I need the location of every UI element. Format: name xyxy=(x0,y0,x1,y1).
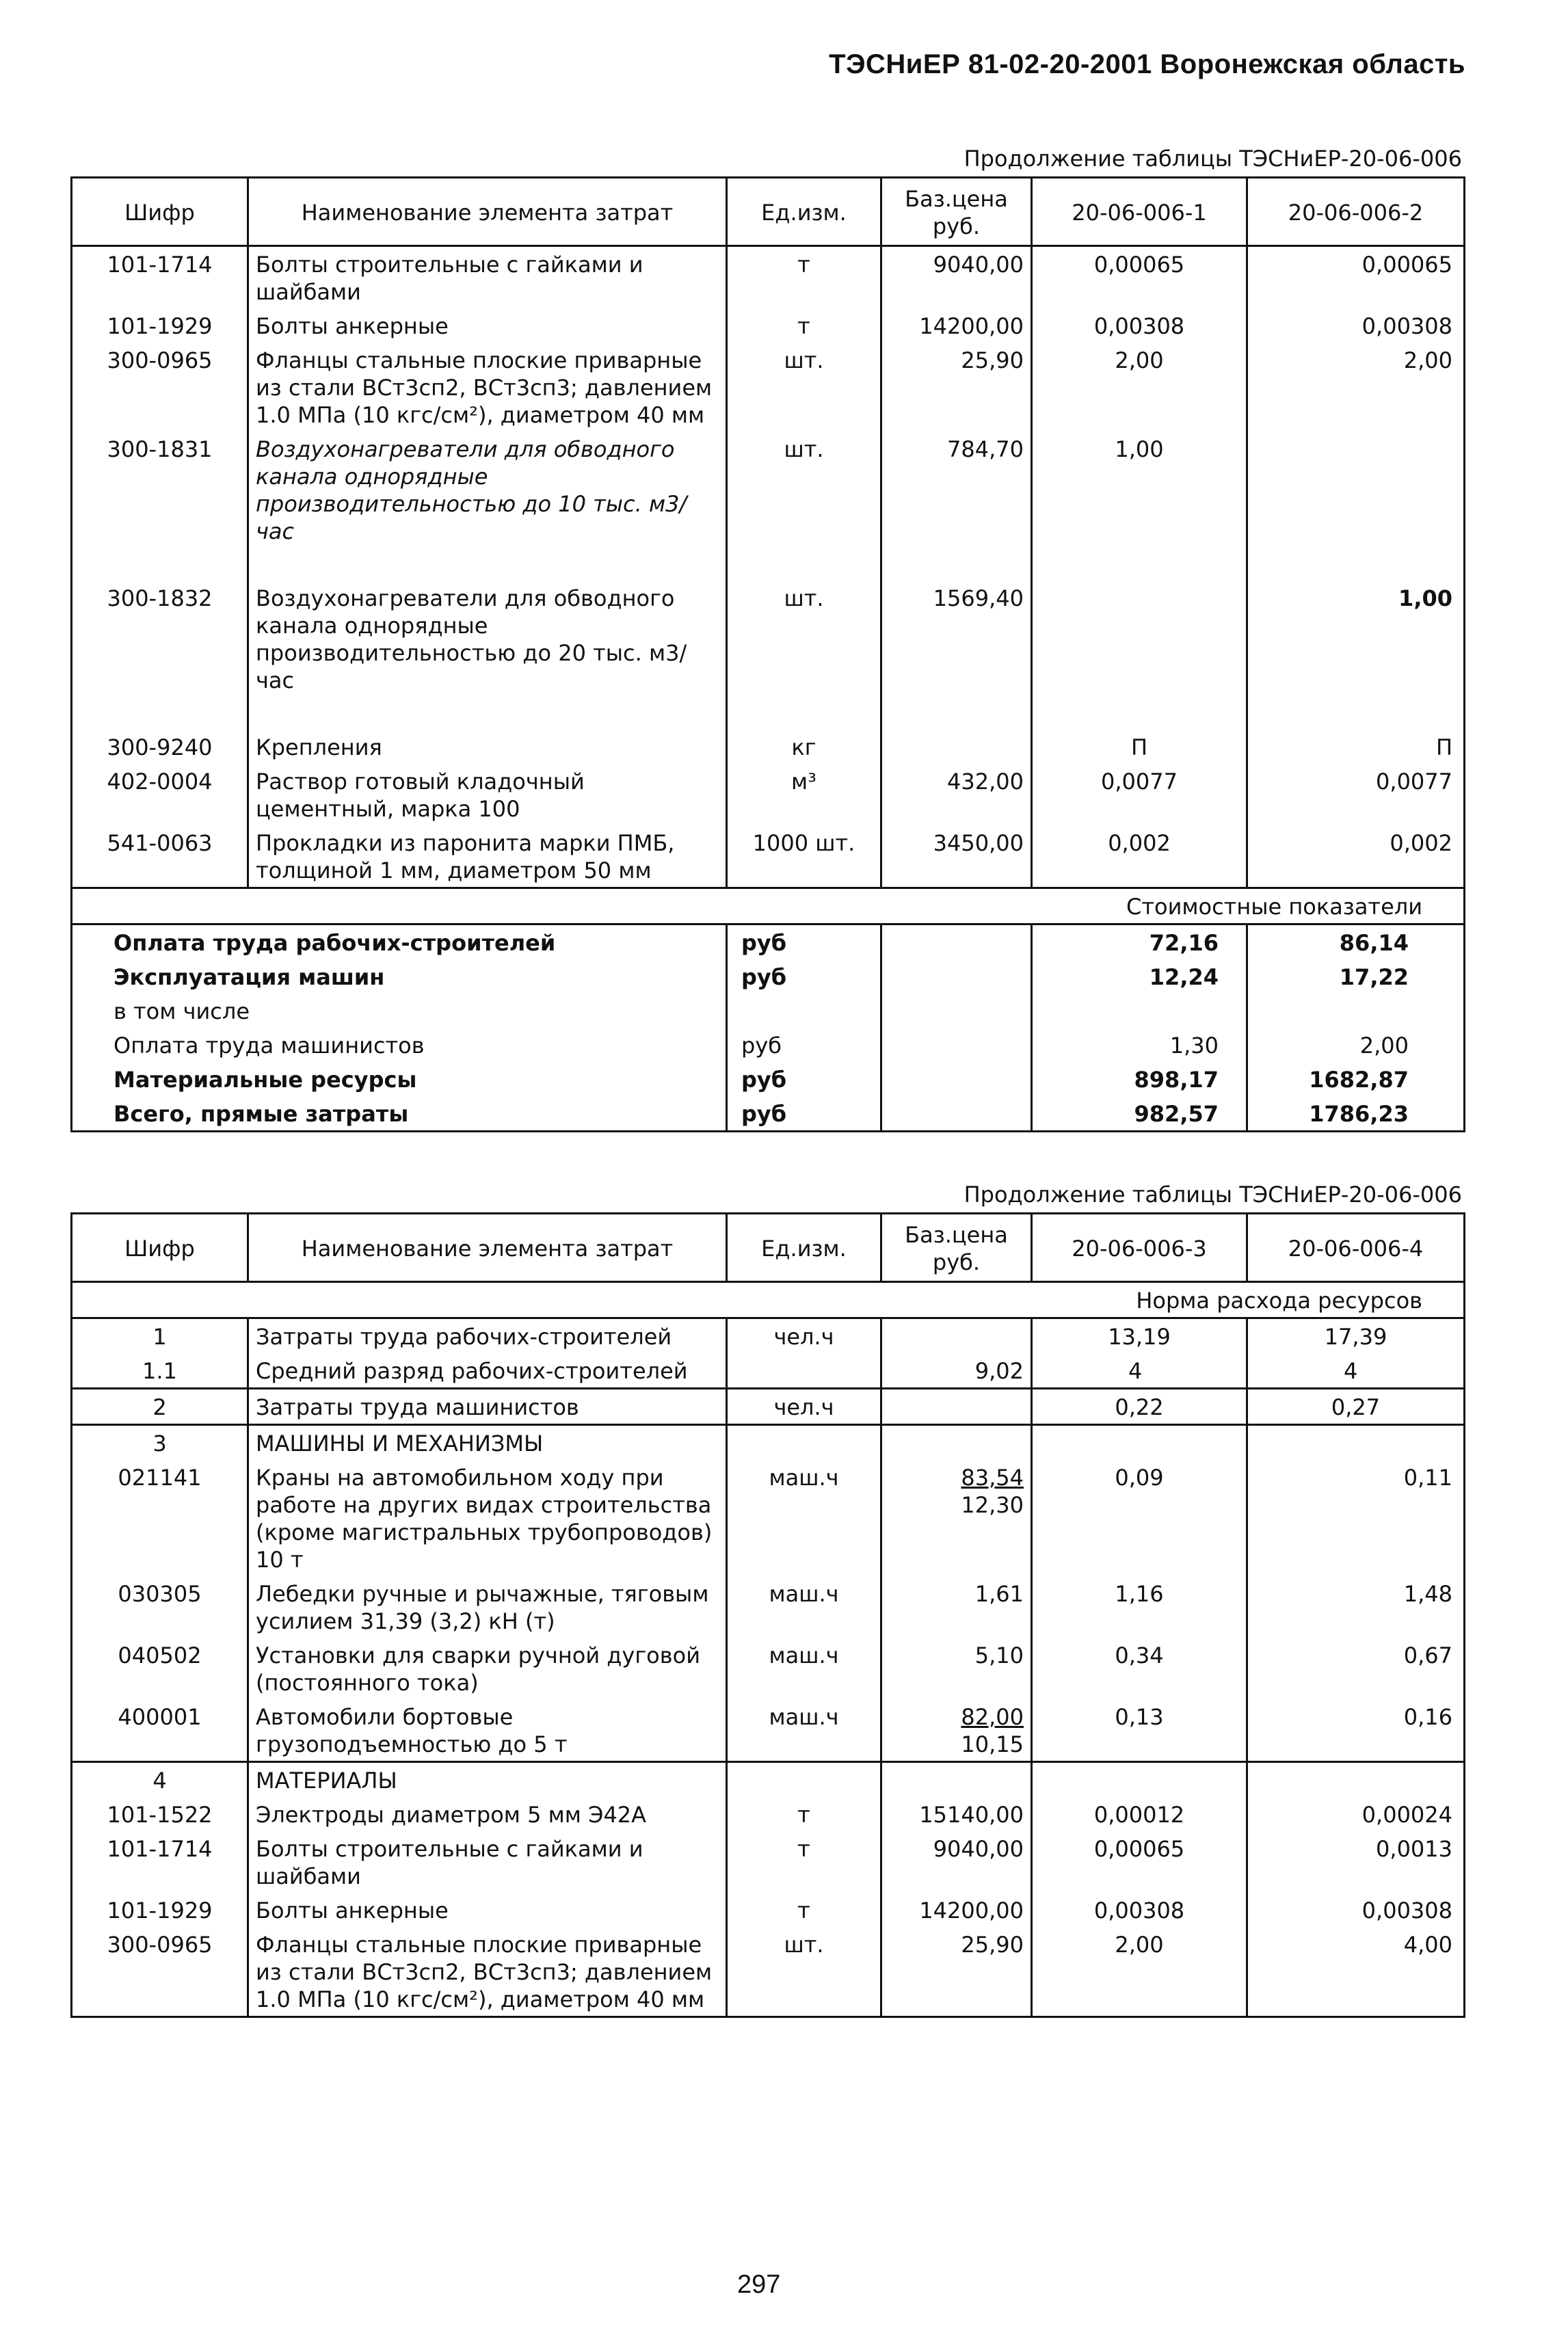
row-unit: м³ xyxy=(727,764,881,825)
row-name: Затраты труда рабочих-строителей xyxy=(248,1318,727,1354)
row-code: 400001 xyxy=(72,1699,248,1762)
row-code: 1 xyxy=(72,1318,248,1354)
table1-header-row xyxy=(72,178,1465,246)
row-v1: 0,002 xyxy=(1032,825,1247,888)
cost-v1: 72,16 xyxy=(1032,924,1247,960)
row-v1: 0,22 xyxy=(1032,1389,1247,1425)
section-code: 4 xyxy=(72,1762,248,1798)
row-unit: маш.ч xyxy=(727,1699,881,1762)
row-name: Воздухонагреватели для обводного канала однорядные производительностью до 10 тыс. м3/час xyxy=(248,431,727,581)
cost-empty xyxy=(881,1096,1032,1132)
row-v2: 4 xyxy=(1247,1353,1465,1389)
norm-label: Норма расхода ресурсов xyxy=(72,1282,1465,1318)
row-code: 101-1714 xyxy=(72,1831,248,1893)
cost-v2: 2,00 xyxy=(1247,1028,1465,1062)
row-v1: 1,00 xyxy=(1032,431,1247,581)
machine-row xyxy=(72,1576,1465,1638)
row-price xyxy=(881,1576,1032,1638)
cost-v1: 1,30 xyxy=(1032,1028,1247,1062)
row-v2: 0,002 xyxy=(1247,825,1465,888)
machine-row xyxy=(72,1638,1465,1699)
row-code: 300-9240 xyxy=(72,730,248,764)
cost-row xyxy=(72,1096,1465,1132)
row-v2: 0,0077 xyxy=(1247,764,1465,825)
row-name: Затраты труда машинистов xyxy=(248,1389,727,1425)
price-top: 1,61 xyxy=(974,1581,1024,1607)
machine-row xyxy=(72,1460,1465,1576)
row-code: 300-0965 xyxy=(72,343,248,431)
row-code: 402-0004 xyxy=(72,764,248,825)
row-unit: т xyxy=(727,1831,881,1893)
row-code: 101-1522 xyxy=(72,1797,248,1831)
price-top: 5,10 xyxy=(974,1642,1024,1668)
row-v2: 0,00308 xyxy=(1247,1893,1465,1927)
cost-v1 xyxy=(1032,994,1247,1028)
table-row xyxy=(72,1389,1465,1425)
table-row xyxy=(72,825,1465,888)
table-row xyxy=(72,1353,1465,1389)
row-name: Электроды диаметром 5 мм Э42А xyxy=(248,1797,727,1831)
row-unit: маш.ч xyxy=(727,1460,881,1576)
cost-name: Оплата труда рабочих-строителей xyxy=(72,924,727,960)
price-top: 82,00 xyxy=(961,1704,1024,1730)
row-v1: 0,00012 xyxy=(1032,1797,1247,1831)
row-price xyxy=(881,1460,1032,1576)
cost-label-row xyxy=(72,888,1465,924)
row-price: 9,02 xyxy=(881,1353,1032,1389)
row-v2: 0,0013 xyxy=(1247,1831,1465,1893)
cost-v2 xyxy=(1247,994,1465,1028)
row-code: 030305 xyxy=(72,1576,248,1638)
section-title: МАТЕРИАЛЫ xyxy=(248,1762,727,1798)
table-row xyxy=(72,343,1465,431)
row-price: 15140,00 xyxy=(881,1797,1032,1831)
table-row xyxy=(72,730,1465,764)
table2-header-row xyxy=(72,1214,1465,1282)
row-unit: маш.ч xyxy=(727,1576,881,1638)
material-row xyxy=(72,1831,1465,1893)
row-unit: шт. xyxy=(727,431,881,581)
row-price: 9040,00 xyxy=(881,1831,1032,1893)
row-v1: 0,00065 xyxy=(1032,246,1247,309)
document-header-title: ТЭСНиЕР 81-02-20-2001 Воронежская область xyxy=(829,49,1465,79)
row-unit: шт. xyxy=(727,1927,881,2017)
row-name: Установки для сварки ручной дуговой (постоянного тока) xyxy=(248,1638,727,1699)
row-v1: 2,00 xyxy=(1032,343,1247,431)
row-name: Прокладки из паронита марки ПМБ, толщиной 1 мм, диаметром 50 мм xyxy=(248,825,727,888)
cost-name: Материальные ресурсы xyxy=(72,1062,727,1096)
row-code: 541-0063 xyxy=(72,825,248,888)
row-name: Фланцы стальные плоские приварные из стали ВСт3сп2, ВСт3сп3; давлением 1.0 МПа (10 кгс/см²), диаметром 40 мм xyxy=(248,1927,727,2017)
row-name: Болты строительные с гайками и шайбами xyxy=(248,1831,727,1893)
col-header-price: Баз.цена руб. xyxy=(881,178,1032,246)
row-price xyxy=(881,1699,1032,1762)
row-price xyxy=(881,1318,1032,1354)
price-top: 83,54 xyxy=(961,1465,1024,1491)
cost-v1: 982,57 xyxy=(1032,1096,1247,1132)
col-header-v3: 20-06-006-3 xyxy=(1032,1214,1247,1282)
row-price: 1569,40 xyxy=(881,581,1032,730)
row-v1 xyxy=(1032,581,1247,730)
row-unit: чел.ч xyxy=(727,1318,881,1354)
row-v2: 0,00308 xyxy=(1247,308,1465,343)
row-unit: маш.ч xyxy=(727,1638,881,1699)
row-price: 25,90 xyxy=(881,343,1032,431)
cost-empty xyxy=(881,994,1032,1028)
row-code: 101-1929 xyxy=(72,1893,248,1927)
row-name: Болты анкерные xyxy=(248,308,727,343)
row-name: Краны на автомобильном ходу при работе на других видах строительства (кроме магистральных трубопроводов) 10 т xyxy=(248,1460,727,1576)
cost-v2: 1682,87 xyxy=(1247,1062,1465,1096)
cost-v2: 1786,23 xyxy=(1247,1096,1465,1132)
row-v2: 17,39 xyxy=(1247,1318,1465,1354)
row-v1: 13,19 xyxy=(1032,1318,1247,1354)
row-unit: т xyxy=(727,1893,881,1927)
row-name: Средний разряд рабочих-строителей xyxy=(248,1353,727,1389)
row-v1: 0,09 xyxy=(1032,1460,1247,1576)
cost-name: Эксплуатация машин xyxy=(72,959,727,994)
cost-row xyxy=(72,994,1465,1028)
row-code: 021141 xyxy=(72,1460,248,1576)
section-code: 3 xyxy=(72,1425,248,1461)
cost-unit: руб xyxy=(727,1062,881,1096)
col-header-unit: Ед.изм. xyxy=(727,1214,881,1282)
table-row xyxy=(72,308,1465,343)
cost-unit: руб xyxy=(727,959,881,994)
row-price xyxy=(881,1389,1032,1425)
row-name: Крепления xyxy=(248,730,727,764)
machine-row xyxy=(72,1699,1465,1762)
col-header-name: Наименование элемента затрат xyxy=(248,1214,727,1282)
row-code: 300-0965 xyxy=(72,1927,248,2017)
row-code: 1.1 xyxy=(72,1353,248,1389)
cost-empty xyxy=(881,924,1032,960)
row-v1: 0,34 xyxy=(1032,1638,1247,1699)
row-code: 300-1832 xyxy=(72,581,248,730)
col-header-price: Баз.цена руб. xyxy=(881,1214,1032,1282)
cost-name: Оплата труда машинистов xyxy=(72,1028,727,1062)
price-bottom: 10,15 xyxy=(961,1731,1024,1757)
table-row xyxy=(72,581,1465,730)
cost-v1: 12,24 xyxy=(1032,959,1247,994)
norm-label-row xyxy=(72,1282,1465,1318)
section-header-row xyxy=(72,1762,1465,1798)
row-name: Воздухонагреватели для обводного канала однорядные производительностью до 20 тыс. м3/час xyxy=(248,581,727,730)
row-v2 xyxy=(1247,431,1465,581)
table-row xyxy=(72,246,1465,309)
row-code: 2 xyxy=(72,1389,248,1425)
row-v1: П xyxy=(1032,730,1247,764)
row-v1: 0,00308 xyxy=(1032,308,1247,343)
row-price: 9040,00 xyxy=(881,246,1032,309)
material-row xyxy=(72,1893,1465,1927)
cost-name: Всего, прямые затраты xyxy=(72,1096,727,1132)
row-v2: 0,67 xyxy=(1247,1638,1465,1699)
cost-unit: руб xyxy=(727,924,881,960)
row-v2: 4,00 xyxy=(1247,1927,1465,2017)
row-price xyxy=(881,730,1032,764)
resource-table-1 xyxy=(70,176,1465,1132)
row-unit: шт. xyxy=(727,581,881,730)
cost-row xyxy=(72,1028,1465,1062)
row-unit: чел.ч xyxy=(727,1389,881,1425)
row-unit: шт. xyxy=(727,343,881,431)
cost-name: в том числе xyxy=(72,994,727,1028)
cost-empty xyxy=(881,1062,1032,1096)
row-price: 14200,00 xyxy=(881,1893,1032,1927)
row-unit: кг xyxy=(727,730,881,764)
price-bottom: 12,30 xyxy=(961,1492,1024,1518)
row-v2: 0,11 xyxy=(1247,1460,1465,1576)
row-code: 101-1929 xyxy=(72,308,248,343)
row-name: Лебедки ручные и рычажные, тяговым усилием 31,39 (3,2) кН (т) xyxy=(248,1576,727,1638)
col-header-v4: 20-06-006-4 xyxy=(1247,1214,1465,1282)
col-header-code: Шифр xyxy=(72,1214,248,1282)
row-v2: 2,00 xyxy=(1247,343,1465,431)
row-v2: 1,48 xyxy=(1247,1576,1465,1638)
row-v2: 0,00065 xyxy=(1247,246,1465,309)
row-v1: 0,00065 xyxy=(1032,1831,1247,1893)
cost-v1: 898,17 xyxy=(1032,1062,1247,1096)
table-row xyxy=(72,764,1465,825)
table-row xyxy=(72,431,1465,581)
row-unit xyxy=(727,1353,881,1389)
row-price: 3450,00 xyxy=(881,825,1032,888)
row-code: 040502 xyxy=(72,1638,248,1699)
cost-row xyxy=(72,924,1465,960)
row-v1: 4 xyxy=(1032,1353,1247,1389)
row-unit: 1000 шт. xyxy=(727,825,881,888)
col-header-name: Наименование элемента затрат xyxy=(248,178,727,246)
row-name: Фланцы стальные плоские приварные из стали ВСт3сп2, ВСт3сп3; давлением 1.0 МПа (10 кгс/см²), диаметром 40 мм xyxy=(248,343,727,431)
cost-v2: 17,22 xyxy=(1247,959,1465,994)
row-v2: П xyxy=(1247,730,1465,764)
resource-table-2 xyxy=(70,1212,1465,2018)
col-header-v1: 20-06-006-1 xyxy=(1032,178,1247,246)
cost-unit: руб xyxy=(727,1028,881,1062)
row-v2: 0,00024 xyxy=(1247,1797,1465,1831)
row-unit: т xyxy=(727,246,881,309)
row-name: Болты строительные с гайками и шайбами xyxy=(248,246,727,309)
row-price xyxy=(881,1638,1032,1699)
cost-unit xyxy=(727,994,881,1028)
row-name: Автомобили бортовые грузоподъемностью до 5 т xyxy=(248,1699,727,1762)
cost-label: Стоимостные показатели xyxy=(72,888,1465,924)
table-row xyxy=(72,1318,1465,1354)
cost-row xyxy=(72,1062,1465,1096)
page-number: 297 xyxy=(737,2270,781,2299)
row-code: 101-1714 xyxy=(72,246,248,309)
row-unit: т xyxy=(727,308,881,343)
row-v1: 2,00 xyxy=(1032,1927,1247,2017)
cost-row xyxy=(72,959,1465,994)
row-code: 300-1831 xyxy=(72,431,248,581)
row-price: 14200,00 xyxy=(881,308,1032,343)
row-v2: 0,27 xyxy=(1247,1389,1465,1425)
table2-continuation-label: Продолжение таблицы ТЭСНиЕР-20-06-006 xyxy=(964,1182,1462,1208)
row-price: 784,70 xyxy=(881,431,1032,581)
table1-continuation-label: Продолжение таблицы ТЭСНиЕР-20-06-006 xyxy=(964,146,1462,172)
col-header-unit: Ед.изм. xyxy=(727,178,881,246)
cost-empty xyxy=(881,1028,1032,1062)
section-title: МАШИНЫ И МЕХАНИЗМЫ xyxy=(248,1425,727,1461)
row-v2: 0,16 xyxy=(1247,1699,1465,1762)
row-name: Раствор готовый кладочный цементный, марка 100 xyxy=(248,764,727,825)
col-header-code: Шифр xyxy=(72,178,248,246)
row-name: Болты анкерные xyxy=(248,1893,727,1927)
cost-empty xyxy=(881,959,1032,994)
row-v1: 0,13 xyxy=(1032,1699,1247,1762)
row-v1: 0,0077 xyxy=(1032,764,1247,825)
cost-v2: 86,14 xyxy=(1247,924,1465,960)
row-price: 25,90 xyxy=(881,1927,1032,2017)
row-v1: 0,00308 xyxy=(1032,1893,1247,1927)
section-header-row xyxy=(72,1425,1465,1461)
row-v1: 1,16 xyxy=(1032,1576,1247,1638)
material-row xyxy=(72,1797,1465,1831)
cost-unit: руб xyxy=(727,1096,881,1132)
row-unit: т xyxy=(727,1797,881,1831)
material-row xyxy=(72,1927,1465,2017)
row-v2: 1,00 xyxy=(1247,581,1465,730)
row-price: 432,00 xyxy=(881,764,1032,825)
col-header-v2: 20-06-006-2 xyxy=(1247,178,1465,246)
